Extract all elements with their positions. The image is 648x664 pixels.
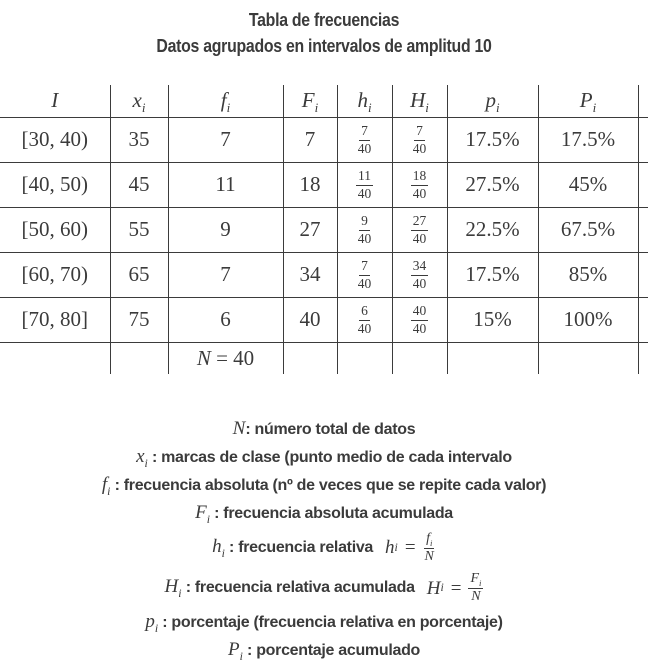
table-crop-sliver — [638, 297, 648, 342]
math-symbol: $H_i$ — [164, 576, 182, 601]
table-crop-sliver — [638, 85, 648, 117]
cell-interval: [30, 40) — [0, 117, 110, 162]
header-hi: $h_i$ — [337, 85, 392, 117]
cell-fi: 11 — [168, 162, 283, 207]
table-row — [0, 207, 648, 252]
page-title: Tabla de frecuencias — [248, 10, 400, 30]
legend-text: : frecuencia relativa — [224, 539, 374, 556]
cell-total: N = 40 — [168, 342, 283, 374]
cell-hi: $\frac{11}{40}$ — [337, 162, 392, 207]
table-total-row — [0, 342, 648, 374]
legend-line-hi — [0, 527, 648, 567]
table-header-row — [0, 85, 648, 117]
formula-Hi: H i = $\frac{F_i}{N}$ — [426, 571, 482, 605]
cell-interval: [70, 80] — [0, 297, 110, 342]
legend-line-Fi — [0, 499, 648, 527]
legend-line-xi — [0, 443, 648, 471]
table-crop-sliver — [638, 117, 648, 162]
table-row — [0, 162, 648, 207]
cell-Hi: $\frac{40}{40}$ — [392, 297, 447, 342]
math-symbol: $P_i$ — [227, 638, 243, 663]
header-Hi: $H_i$ — [392, 85, 447, 117]
cell-pi: 22.5% — [447, 207, 538, 252]
table-crop-sliver — [638, 342, 648, 374]
table-crop-sliver — [638, 162, 648, 207]
cell-pi: 17.5% — [447, 117, 538, 162]
math-symbol: $h_i$ — [212, 536, 225, 560]
legend-line-pi — [0, 608, 648, 636]
math-symbol: N — [232, 418, 246, 439]
cell-fi: 7 — [168, 117, 283, 162]
cell-interval: [50, 60) — [0, 207, 110, 252]
frequency-table — [0, 85, 648, 374]
legend-line-fi — [0, 471, 648, 499]
math-symbol: $F_i$ — [195, 502, 210, 526]
cell-hi: $\frac{7}{40}$ — [337, 252, 392, 297]
cell-Fi: 27 — [283, 207, 337, 252]
cell-fi: 6 — [168, 297, 283, 342]
legend-text: : porcentaje (frecuencia relativa en porcentaje) — [158, 613, 503, 631]
table-crop-sliver — [638, 207, 648, 252]
cell-pi: 17.5% — [447, 252, 538, 297]
cell-hi: $\frac{9}{40}$ — [337, 207, 392, 252]
cell-xi: 45 — [110, 162, 168, 207]
cell-Pi: 17.5% — [538, 117, 638, 162]
cell-Hi: $\frac{7}{40}$ — [392, 117, 447, 162]
cell-Fi: 40 — [283, 297, 337, 342]
cell-empty — [0, 342, 110, 374]
cell-Hi: $\frac{18}{40}$ — [392, 162, 447, 207]
cell-empty — [110, 342, 168, 374]
table-crop-sliver — [638, 252, 648, 297]
cell-hi: $\frac{7}{40}$ — [337, 117, 392, 162]
cell-empty — [283, 342, 337, 374]
formula-hi: h i = $\frac{f_i}{N}$ — [385, 531, 434, 564]
header-interval: I — [0, 85, 110, 117]
cell-Pi: 45% — [538, 162, 638, 207]
cell-Fi: 34 — [283, 252, 337, 297]
legend-line-N — [0, 415, 648, 443]
cell-Hi: $\frac{27}{40}$ — [392, 207, 447, 252]
table-row — [0, 297, 648, 342]
cell-xi: 65 — [110, 252, 168, 297]
cell-fi: 7 — [168, 252, 283, 297]
cell-Fi: 7 — [283, 117, 337, 162]
cell-interval: [60, 70) — [0, 252, 110, 297]
table-row — [0, 117, 648, 162]
math-symbol: $f_i$ — [101, 474, 111, 498]
math-symbol: $p_i$ — [145, 610, 159, 635]
legend-text: : marcas de clase (punto medio de cada intervalo — [147, 449, 512, 466]
cell-hi: $\frac{6}{40}$ — [337, 297, 392, 342]
cell-empty — [392, 342, 447, 374]
header-Fi: $F_i$ — [283, 85, 337, 117]
cell-xi: 75 — [110, 297, 168, 342]
header-fi: $f_i$ — [168, 85, 283, 117]
cell-xi: 55 — [110, 207, 168, 252]
page-subtitle: Datos agrupados en intervalos de amplitud 10 — [156, 36, 492, 56]
legend-text: : frecuencia relativa acumulada — [181, 579, 415, 597]
legend-line-Hi — [0, 567, 648, 607]
cell-pi: 27.5% — [447, 162, 538, 207]
legend-text: : frecuencia absoluta acumulada — [209, 505, 453, 522]
header-xi: $x_i$ — [110, 85, 168, 117]
legend-line-Pi — [0, 636, 648, 664]
legend-text: : frecuencia absoluta (nº de veces que se repite cada valor) — [110, 477, 547, 494]
cell-Pi: 100% — [538, 297, 638, 342]
cell-Pi: 67.5% — [538, 207, 638, 252]
legend-text: : número total de datos — [245, 421, 416, 438]
header-pi: $p_i$ — [447, 85, 538, 117]
cell-interval: [40, 50) — [0, 162, 110, 207]
legend-text: : porcentaje acumulado — [242, 641, 421, 659]
cell-xi: 35 — [110, 117, 168, 162]
cell-Hi: $\frac{34}{40}$ — [392, 252, 447, 297]
title-block — [0, 0, 648, 59]
cell-fi: 9 — [168, 207, 283, 252]
cell-Pi: 85% — [538, 252, 638, 297]
cell-empty — [447, 342, 538, 374]
cell-Fi: 18 — [283, 162, 337, 207]
cell-pi: 15% — [447, 297, 538, 342]
table-row — [0, 252, 648, 297]
header-Pi: $P_i$ — [538, 85, 638, 117]
math-symbol: $x_i$ — [136, 446, 148, 470]
cell-empty — [337, 342, 392, 374]
legend — [0, 415, 648, 664]
cell-empty — [538, 342, 638, 374]
